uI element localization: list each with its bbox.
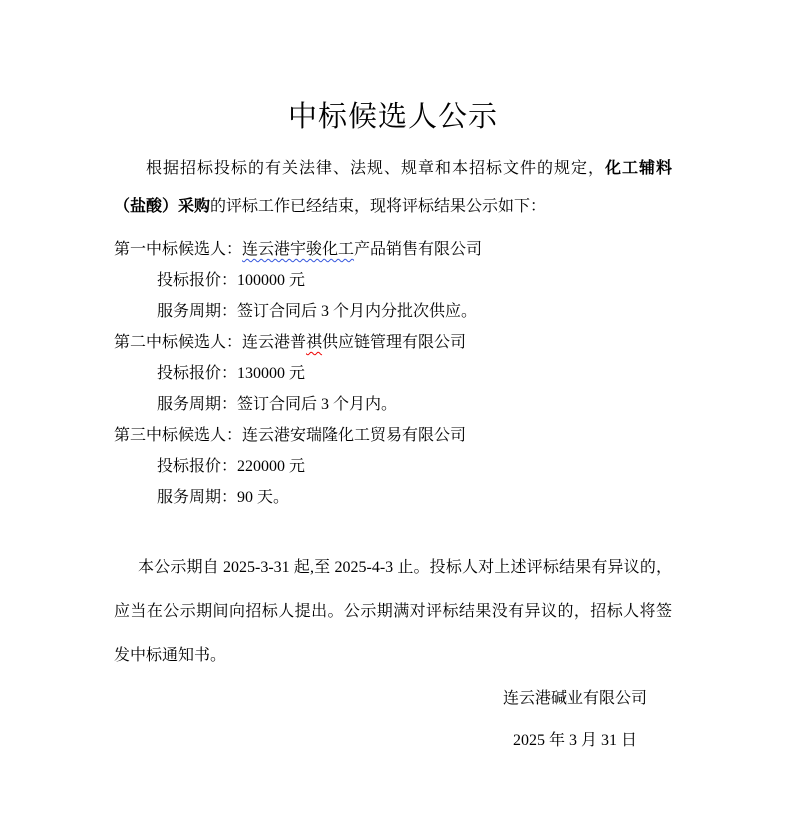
candidate-2-bid-value: 130000 元 (237, 365, 306, 382)
document-title: 中标候选人公示 (287, 101, 498, 133)
candidate-2-bid-row (114, 358, 672, 389)
candidate-3-name-row (114, 420, 672, 451)
candidate-3-bid-row (114, 451, 672, 482)
candidate-1-period-value: 签订合同后 3 个月内分批次供应。 (237, 303, 478, 320)
candidate-1-name-spellchecked: 连云港宇骏化工 (242, 241, 355, 258)
candidate-2-period-value: 签订合同后 3 个月内。 (237, 396, 398, 413)
candidate-1-period-label: 服务周期： (157, 303, 238, 320)
intro-text-after: 的评标工作已经结束，现将评标结果公示如下： (210, 198, 547, 215)
candidate-3-name: 连云港安瑞隆化工贸易有限公司 (242, 427, 467, 444)
candidate-1-bid-label: 投标报价： (157, 272, 238, 289)
candidate-2-name-spellchecked: 祺 (306, 334, 323, 351)
candidate-3-period-value: 90 天。 (237, 489, 290, 506)
candidate-2-bid-label: 投标报价： (157, 365, 238, 382)
intro-paragraph (114, 150, 672, 226)
signature-company: 连云港碱业有限公司 (502, 690, 647, 707)
candidate-1-name-rest: 产品销售有限公司 (354, 241, 483, 258)
notice-paragraph: 本公示期自 2025-3-31 起,至 2025-4-3 止。投标人对上述评标结果有异议的，应当在公示期间向招标人提出。公示期满对评标结果没有异议的，招标人将签发中标通知书。 (114, 559, 672, 664)
signature-date: 2025 年 3 月 31 日 (512, 732, 637, 749)
candidate-1-period-row (114, 296, 672, 327)
candidate-3-period-label: 服务周期： (157, 489, 238, 506)
candidate-3-period-row (114, 482, 672, 513)
candidate-1-label: 第一中标候选人： (114, 241, 243, 258)
candidate-2-name-rest: 供应链管理有限公司 (322, 334, 467, 351)
candidate-2-period-label: 服务周期： (157, 396, 238, 413)
candidate-2-label: 第二中标候选人： (114, 334, 243, 351)
candidates-section (114, 234, 672, 513)
candidate-2-name-pre: 连云港普 (242, 334, 307, 351)
candidate-1-bid-value: 100000 元 (237, 272, 306, 289)
candidate-2-name-row (114, 327, 672, 358)
candidate-3-label: 第三中标候选人： (114, 427, 243, 444)
candidate-3-bid-label: 投标报价： (157, 458, 238, 475)
candidate-1-name-row (114, 234, 672, 265)
intro-text-before: 根据招标投标的有关法律、法规、规章和本招标文件的规定， (146, 160, 605, 177)
document-page (114, 0, 672, 762)
candidate-2-period-row (114, 389, 672, 420)
candidate-3-bid-value: 220000 元 (237, 458, 306, 475)
candidate-1-bid-row (114, 265, 672, 296)
intro-subject-bold: 化工辅料（盐酸）采购 (114, 160, 672, 215)
